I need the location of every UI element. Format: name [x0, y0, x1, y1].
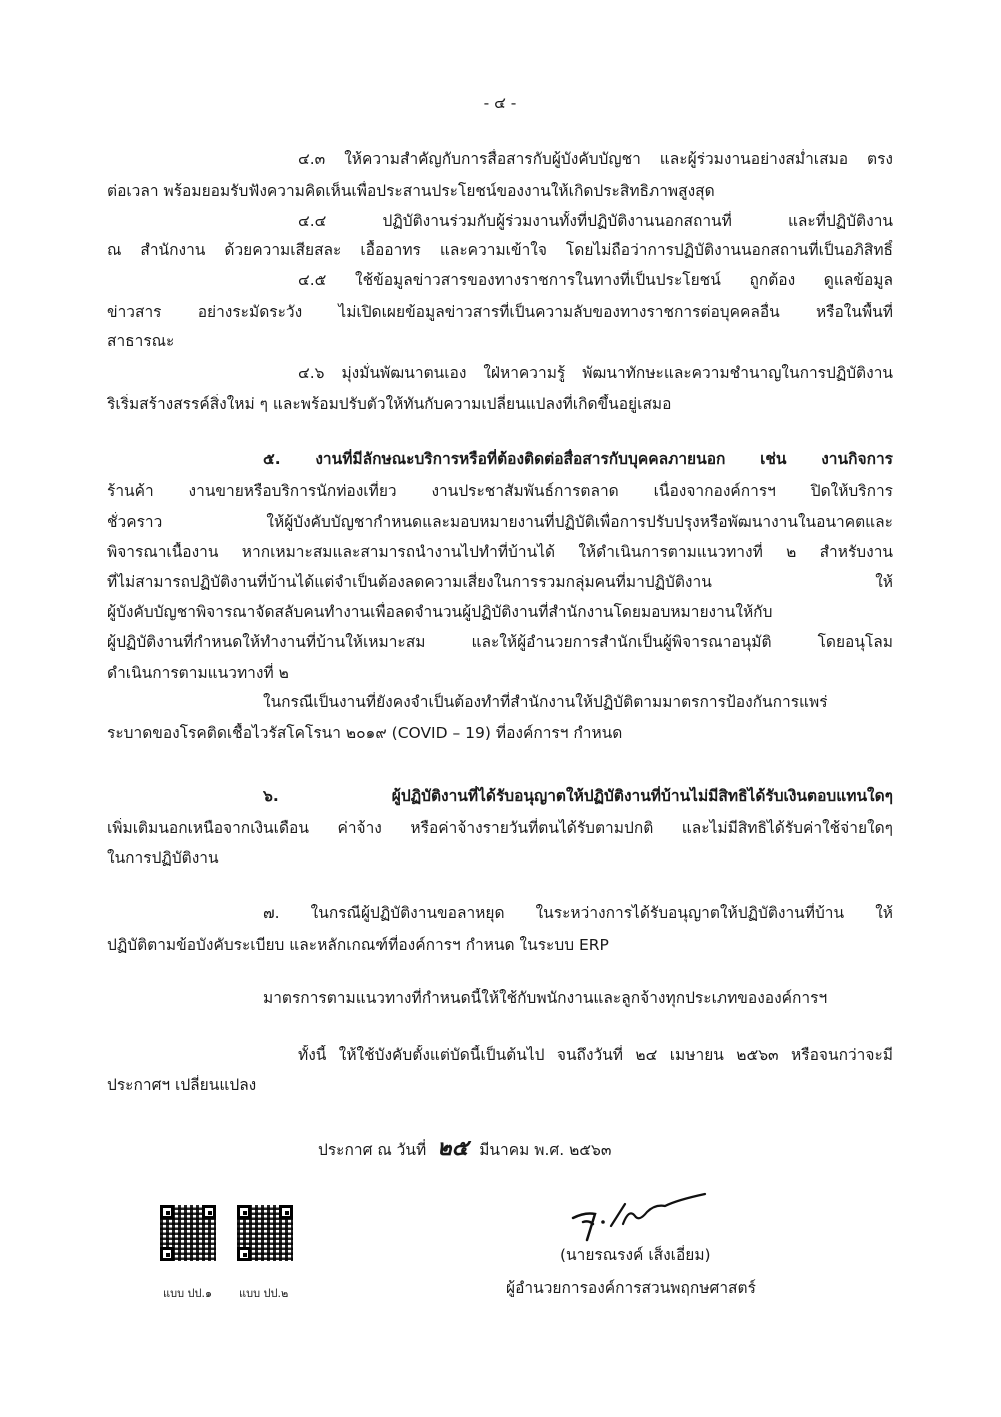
body-line: สาธารณะ: [107, 332, 175, 350]
signature-icon: [565, 1190, 715, 1250]
date-day: ๒๕: [437, 1138, 469, 1160]
body-line: ๔.๓ ให้ความสำคัญกับการสื่อสารกับผู้บังคับบัญชา และผู้ร่วมงานอย่างสม่ำเสมอ ตรง: [298, 150, 893, 168]
body-line: ๗. ในกรณีผู้ปฏิบัติงานขอลาหยุด ในระหว่างการได้รับอนุญาตให้ปฏิบัติงานที่บ้าน ให้: [263, 904, 893, 922]
qr-code-2-label: แบบ ปป.๒: [239, 1287, 289, 1300]
body-line: ทั้งนี้ ให้ใช้บังคับตั้งแต่บัดนี้เป็นต้นไป จนถึงวันที่ ๒๔ เมษายน ๒๕๖๓ หรือจนกว่าจะมี: [298, 1046, 893, 1064]
qr-code-1: [160, 1205, 216, 1261]
body-line: ต่อเวลา พร้อมยอมรับฟังความคิดเห็นเพื่อประสานประโยชน์ของงานให้เกิดประสิทธิภาพสูงสุด: [107, 182, 715, 200]
body-line: ดำเนินการตามแนวทางที่ ๒: [107, 664, 289, 682]
body-line: ระบาดของโรคติดเชื้อไวรัสโคโรนา ๒๐๑๙ (COVID – 19) ที่องค์การฯ กำหนด: [107, 724, 623, 742]
body-line: มาตรการตามแนวทางที่กำหนดนี้ให้ใช้กับพนักงานและลูกจ้างทุกประเภทขององค์การฯ: [263, 989, 828, 1007]
body-line: ๖. ผู้ปฏิบัติงานที่ได้รับอนุญาตให้ปฏิบัติงานที่บ้านไม่มีสิทธิได้รับเงินตอบแทนใดๆ: [263, 787, 893, 805]
body-line: ๕. งานที่มีลักษณะบริการหรือที่ต้องติดต่อสื่อสารกับบุคคลภายนอก เช่น งานกิจการ: [263, 450, 893, 468]
body-line: ผู้ปฏิบัติงานที่กำหนดให้ทำงานที่บ้านให้เหมาะสม และให้ผู้อำนวยการสำนักเป็นผู้พิจารณาอนุมัติ โดยอนุโลม: [107, 633, 893, 651]
body-line: ในกรณีเป็นงานที่ยังคงจำเป็นต้องทำที่สำนักงานให้ปฏิบัติตามมาตรการป้องกันการแพร่: [263, 693, 828, 711]
body-line: ๔.๔ ปฏิบัติงานร่วมกับผู้ร่วมงานทั้งที่ปฏิบัติงานนอกสถานที่ และที่ปฏิบัติงาน: [298, 212, 893, 230]
signatory-name: (นายรณรงค์ เส็งเอี่ยม): [560, 1246, 711, 1264]
body-line: ประกาศฯ เปลี่ยนแปลง: [107, 1076, 257, 1094]
body-line: พิจารณาเนื้องาน หากเหมาะสมและสามารถนำงานไปทำที่บ้านได้ ให้ดำเนินการตามแนวทางที่ ๒ สำหรับงาน: [107, 543, 893, 561]
qr-code-2: [237, 1205, 293, 1261]
body-line: ในการปฏิบัติงาน: [107, 849, 219, 867]
body-line: ร้านค้า งานขายหรือบริการนักท่องเที่ยว งานประชาสัมพันธ์การตลาด เนื่องจากองค์การฯ ปิดให้บริการ: [107, 482, 893, 500]
qr-code-1-label: แบบ ปป.๑: [163, 1287, 212, 1300]
page-number: - ๔ -: [483, 94, 517, 112]
date-month-year: มีนาคม พ.ศ. ๒๕๖๓: [479, 1141, 612, 1159]
body-line: ปฏิบัติตามข้อบังคับระเบียบ และหลักเกณฑ์ที่องค์การฯ กำหนด ในระบบ ERP: [107, 936, 609, 954]
date-prefix: ประกาศ ณ วันที่: [318, 1141, 427, 1159]
body-line: ผู้บังคับบัญชาพิจารณาจัดสลับคนทำงานเพื่อลดจำนวนผู้ปฏิบัติงานที่สำนักงานโดยมอบหมายงานให้กับ: [107, 603, 773, 621]
body-line: เพิ่มเติมนอกเหนือจากเงินเดือน ค่าจ้าง หรือค่าจ้างรายวันที่ตนได้รับตามปกติ และไม่มีสิทธิได้รับค่าใช้จ่ายใดๆ: [107, 819, 893, 837]
body-line: ข่าวสาร อย่างระมัดระวัง ไม่เปิดเผยข้อมูลข่าวสารที่เป็นความลับของทางราชการต่อบุคคลอื่น หรือในพื้นที่: [107, 303, 893, 321]
body-line: ชั่วคราว ให้ผู้บังคับบัญชากำหนดและมอบหมายงานที่ปฏิบัติเพื่อการปรับปรุงหรือพัฒนางานในอนาคตและ: [107, 513, 893, 531]
signatory-title: ผู้อำนวยการองค์การสวนพฤกษศาสตร์: [506, 1279, 756, 1297]
body-line: ริเริ่มสร้างสรรค์สิ่งใหม่ ๆ และพร้อมปรับตัวให้ทันกับความเปลี่ยนแปลงที่เกิดขึ้นอยู่เสมอ: [107, 395, 672, 413]
body-line: ณ สำนักงาน ด้วยความเสียสละ เอื้ออาทร และความเข้าใจ โดยไม่ถือว่าการปฏิบัติงานนอกสถานที่เป็นอภิสิทธิ์: [107, 241, 893, 259]
announcement-date-line: [318, 1138, 611, 1160]
body-line: ๔.๕ ใช้ข้อมูลข่าวสารของทางราชการในทางที่เป็นประโยชน์ ถูกต้อง ดูแลข้อมูล: [298, 271, 893, 289]
body-line: ที่ไม่สามารถปฏิบัติงานที่บ้านได้แต่จำเป็นต้องลดความเสี่ยงในการรวมกลุ่มคนที่มาปฏิบัติงาน ให้: [107, 573, 893, 591]
body-line: ๔.๖ มุ่งมั่นพัฒนาตนเอง ใฝ่หาความรู้ พัฒนาทักษะและความชำนาญในการปฏิบัติงาน: [298, 364, 893, 382]
